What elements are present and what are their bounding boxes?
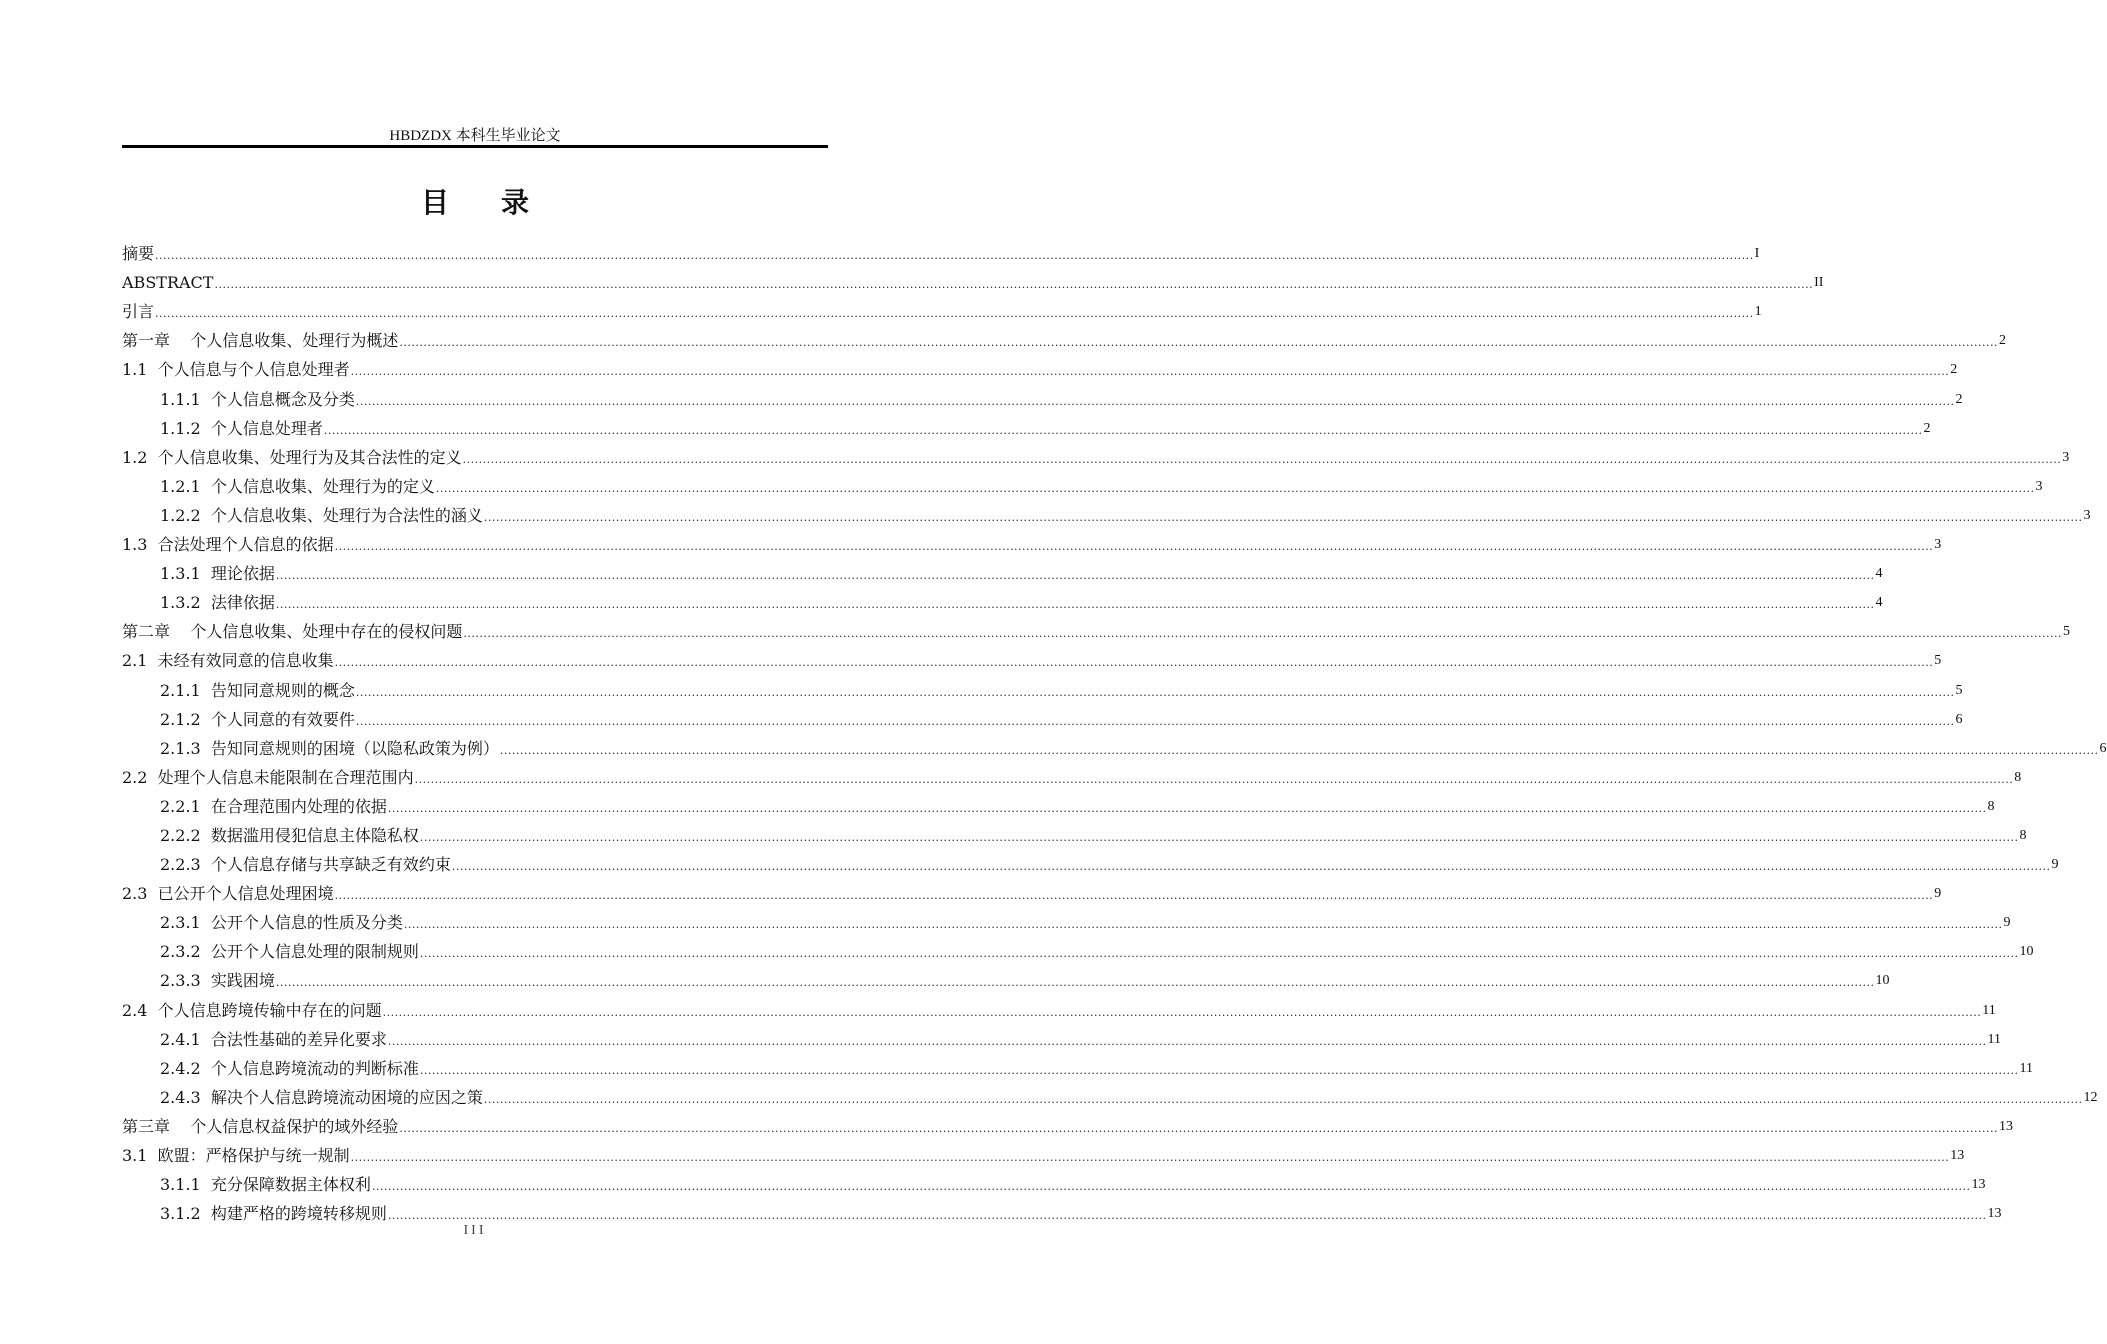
- toc-entry-label: 告知同意规则的概念: [210, 680, 355, 700]
- toc-entry-number: 2.2: [122, 767, 158, 787]
- toc-entry[interactable]: [122, 762, 2022, 791]
- toc-entry-label: 个人信息跨境流动的判断标准: [210, 1058, 419, 1078]
- toc-entry-label: ABSTRACT: [122, 273, 214, 293]
- toc-entry-label: 个人信息处理者: [210, 418, 323, 438]
- toc-entry[interactable]: [122, 616, 2071, 645]
- toc-entry-label: 合法处理个人信息的依据: [157, 535, 334, 555]
- toc-entry-number: 1.3.2: [160, 593, 211, 613]
- toc-entry-number: 1.1.1: [160, 389, 211, 409]
- toc-dot-leader: ................................................................................................................................................................................................................................................................................................................................................................................................................: [451, 860, 2051, 874]
- toc-entry-page: 8: [2014, 769, 2022, 785]
- toc-entry[interactable]: [122, 1053, 2034, 1082]
- toc-entry-number: 2.3: [122, 884, 158, 904]
- toc-dot-leader: ................................................................................................................................................................................................................................................................................................................................................................................................................: [399, 1121, 1999, 1135]
- toc-entry-number: 3.1.1: [160, 1175, 211, 1195]
- toc-entry-label: 公开个人信息的性质及分类: [210, 913, 403, 933]
- toc-entry-page: 2: [1955, 391, 1963, 407]
- toc-entry-label: 充分保障数据主体权利: [210, 1175, 371, 1195]
- toc-entry-page: 3: [2083, 507, 2091, 523]
- toc-entry-number: 1.2.1: [160, 476, 211, 496]
- toc-entry-label: 个人信息跨境传输中存在的问题: [157, 1000, 382, 1020]
- toc-entry-page: 4: [1875, 566, 1883, 582]
- toc-entry-page: 3: [1934, 537, 1942, 553]
- toc-dot-leader: ................................................................................................................................................................................................................................................................................................................................................................................................................: [334, 540, 1934, 554]
- toc-entry[interactable]: [122, 529, 1942, 558]
- toc-entry-label: 个人同意的有效要件: [210, 709, 355, 729]
- toc-entry-page: 2: [1923, 420, 1931, 436]
- toc-entry-page: 9: [1934, 886, 1942, 902]
- toc-entry-label: 个人信息收集、处理行为的定义: [210, 476, 435, 496]
- toc-entry-label: 个人信息权益保护的域外经验: [190, 1116, 399, 1136]
- toc-entry[interactable]: [122, 907, 2011, 936]
- toc-entry[interactable]: [122, 849, 2059, 878]
- page-number: III: [463, 1223, 487, 1238]
- toc-entry-number: 第一章: [122, 331, 191, 351]
- toc-dot-leader: ................................................................................................................................................................................................................................................................................................................................................................................................................: [483, 510, 2083, 524]
- toc-entry-number: 2.4.2: [160, 1058, 211, 1078]
- toc-dot-leader: ................................................................................................................................................................................................................................................................................................................................................................................................................: [214, 278, 1814, 292]
- toc-entry-number: 2.4.3: [160, 1087, 211, 1107]
- toc-entry-label: 法律依据: [210, 593, 275, 613]
- toc-entry-number: 1.2: [122, 447, 158, 467]
- toc-entry-page: 9: [2003, 915, 2011, 931]
- toc-entry[interactable]: [122, 1024, 2002, 1053]
- toc-entry-label: 个人信息概念及分类: [210, 389, 355, 409]
- toc-entry-label: 构建严格的跨境转移规则: [210, 1204, 387, 1224]
- toc-dot-leader: ................................................................................................................................................................................................................................................................................................................................................................................................................: [371, 1180, 1971, 1194]
- toc-entry-label: 理论依据: [210, 564, 275, 584]
- toc-entry[interactable]: [122, 791, 1995, 820]
- toc-entry-number: 2.3.2: [160, 942, 211, 962]
- toc-entry-page: 2: [1950, 362, 1958, 378]
- toc-entry[interactable]: [122, 500, 2091, 529]
- toc-dot-leader: ................................................................................................................................................................................................................................................................................................................................................................................................................: [355, 685, 1955, 699]
- toc-entry-page: II: [1814, 275, 1824, 291]
- toc-entry-label: 数据滥用侵犯信息主体隐私权: [210, 825, 419, 845]
- toc-entry-label: 未经有效同意的信息收集: [157, 651, 334, 671]
- toc-entry-label: 公开个人信息处理的限制规则: [210, 942, 419, 962]
- toc-dot-leader: ................................................................................................................................................................................................................................................................................................................................................................................................................: [419, 947, 2019, 961]
- toc-entry-page: 8: [1987, 798, 1995, 814]
- toc-entry-page: I: [1754, 246, 1760, 262]
- toc-entry-page: 13: [1999, 1118, 2014, 1134]
- toc-entry[interactable]: [122, 383, 1963, 412]
- toc-entry[interactable]: [122, 413, 1931, 442]
- toc-entry-label: 解决个人信息跨境流动困境的应因之策: [210, 1087, 483, 1107]
- toc-entry-page: 6: [1955, 711, 1963, 727]
- toc-dot-leader: ................................................................................................................................................................................................................................................................................................................................................................................................................: [387, 1209, 1987, 1223]
- toc-entry-number: 3.1: [122, 1146, 158, 1165]
- toc-entry-number: 1.1: [122, 360, 158, 380]
- toc-dot-leader: ................................................................................................................................................................................................................................................................................................................................................................................................................: [155, 249, 1754, 263]
- toc-dot-leader: ................................................................................................................................................................................................................................................................................................................................................................................................................: [419, 1063, 2019, 1077]
- toc-entry-number: 2.1: [122, 651, 158, 671]
- toc-dot-leader: ................................................................................................................................................................................................................................................................................................................................................................................................................: [403, 918, 2003, 932]
- toc-entry-label: 个人信息收集、处理行为合法性的涵义: [210, 505, 483, 525]
- toc-entry-label: 摘要: [122, 244, 155, 264]
- toc-entry[interactable]: [122, 936, 2034, 965]
- toc-dot-leader: ................................................................................................................................................................................................................................................................................................................................................................................................................: [155, 307, 1754, 321]
- toc-dot-leader: ................................................................................................................................................................................................................................................................................................................................................................................................................: [414, 772, 2014, 786]
- toc-entry-label: 实践困境: [210, 971, 275, 991]
- toc-dot-leader: ................................................................................................................................................................................................................................................................................................................................................................................................................: [350, 365, 1950, 379]
- toc-entry-number: 第二章: [122, 622, 191, 642]
- toc-entry-number: 1.3.1: [160, 564, 211, 584]
- toc-entry[interactable]: [122, 354, 1958, 383]
- toc-entry-page: 9: [2051, 857, 2059, 873]
- toc-dot-leader: ................................................................................................................................................................................................................................................................................................................................................................................................................: [435, 481, 2035, 495]
- toc-entry-number: 2.4.1: [160, 1029, 211, 1049]
- toc-entry-label: 个人信息存储与共享缺乏有效约束: [210, 855, 451, 875]
- toc-entry-page: 11: [1982, 1002, 1996, 1018]
- toc-dot-leader: ................................................................................................................................................................................................................................................................................................................................................................................................................: [499, 743, 2099, 757]
- toc-entry-label: 已公开个人信息处理困境: [157, 884, 334, 904]
- page-header: HBDZDX 本科生毕业论文: [389, 128, 561, 144]
- toc-entry-number: 2.1.1: [160, 680, 211, 700]
- toc-entry-number: 1.3: [122, 535, 158, 555]
- toc-entry[interactable]: [122, 558, 1883, 587]
- toc-entry-page: 4: [1875, 595, 1883, 611]
- toc-dot-leader: ................................................................................................................................................................................................................................................................................................................................................................................................................: [275, 569, 1875, 583]
- toc-entry[interactable]: [122, 1140, 1965, 1169]
- toc-dot-leader: ................................................................................................................................................................................................................................................................................................................................................................................................................: [350, 1151, 1950, 1164]
- toc-dot-leader: ................................................................................................................................................................................................................................................................................................................................................................................................................: [387, 801, 1987, 815]
- toc-entry-number: 2.2.1: [160, 796, 211, 816]
- toc-entry[interactable]: [122, 267, 1824, 296]
- toc-entry-page: 3: [2035, 478, 2043, 494]
- toc-entry[interactable]: [122, 878, 1942, 907]
- toc-entry-page: 12: [2083, 1089, 2098, 1105]
- toc-entry-label: 个人信息收集、处理行为概述: [190, 331, 399, 351]
- toc-entry-page: 13: [1950, 1148, 1965, 1163]
- toc-entry[interactable]: [122, 238, 1760, 267]
- toc-entry[interactable]: [122, 704, 1963, 733]
- toc-entry-label: 引言: [122, 302, 155, 322]
- toc-entry[interactable]: [122, 820, 2027, 849]
- toc-entry-number: 1.1.2: [160, 418, 211, 438]
- toc-entry[interactable]: [122, 733, 2107, 762]
- toc-entry-page: 13: [1971, 1177, 1986, 1193]
- toc-entry[interactable]: [122, 1082, 2098, 1111]
- toc-dot-leader: ................................................................................................................................................................................................................................................................................................................................................................................................................: [355, 394, 1955, 408]
- toc-dot-leader: ................................................................................................................................................................................................................................................................................................................................................................................................................: [382, 1005, 1982, 1019]
- toc-entry-label: 告知同意规则的困境（以隐私政策为例）: [210, 738, 499, 758]
- toc-entry-label: 个人信息收集、处理行为及其合法性的定义: [157, 447, 462, 467]
- toc-entry-page: 11: [2019, 1060, 2034, 1076]
- toc-dot-leader: ................................................................................................................................................................................................................................................................................................................................................................................................................: [483, 1092, 2083, 1106]
- toc-entry-label: 处理个人信息未能限制在合理范围内: [157, 767, 414, 787]
- toc-entry-page: 8: [2019, 827, 2027, 843]
- toc-entry-number: 2.4: [122, 1000, 158, 1020]
- toc-entry-page: 5: [1955, 682, 1963, 698]
- toc-entry-page: 11: [1987, 1031, 2002, 1047]
- toc-entry-page: 6: [2099, 740, 2107, 756]
- toc-entry[interactable]: [122, 1169, 1986, 1198]
- toc-entry[interactable]: [122, 965, 1890, 994]
- toc-dot-leader: ................................................................................................................................................................................................................................................................................................................................................................................................................: [399, 336, 1999, 350]
- page-title: 目录: [420, 186, 581, 219]
- toc-entry-page: 10: [2019, 944, 2034, 960]
- toc-entry-number: 1.2.2: [160, 505, 211, 525]
- toc-entry-label: 个人信息与个人信息处理者: [157, 360, 350, 380]
- toc-entry[interactable]: [122, 1111, 2014, 1140]
- toc-entry-number: 2.1.2: [160, 709, 211, 729]
- toc-dot-leader: ................................................................................................................................................................................................................................................................................................................................................................................................................: [334, 656, 1934, 670]
- toc-dot-leader: ................................................................................................................................................................................................................................................................................................................................................................................................................: [355, 714, 1955, 728]
- toc-entry-number: 2.3.3: [160, 971, 211, 991]
- toc-entry-page: 2: [1999, 333, 2007, 349]
- toc-entry-page: 3: [2062, 449, 2070, 465]
- toc-dot-leader: ................................................................................................................................................................................................................................................................................................................................................................................................................: [387, 1034, 1987, 1048]
- toc-entry-label: 欧盟：严格保护与统一规制: [157, 1146, 350, 1165]
- toc-entry-label: 合法性基础的差异化要求: [210, 1029, 387, 1049]
- toc-dot-leader: ................................................................................................................................................................................................................................................................................................................................................................................................................: [275, 598, 1875, 612]
- toc-dot-leader: ................................................................................................................................................................................................................................................................................................................................................................................................................: [323, 423, 1923, 437]
- toc-entry[interactable]: [122, 587, 1883, 616]
- toc-entry[interactable]: [122, 325, 2007, 354]
- toc-entry-page: 5: [1934, 653, 1942, 669]
- toc-dot-leader: ................................................................................................................................................................................................................................................................................................................................................................................................................: [463, 627, 2063, 641]
- toc-entry-number: 3.1.2: [160, 1204, 211, 1224]
- toc-entry-page: 1: [1754, 304, 1762, 320]
- toc-entry-number: 第三章: [122, 1116, 191, 1136]
- toc-entry-number: 2.1.3: [160, 738, 211, 758]
- table-of-contents: [122, 238, 2107, 1227]
- toc-entry-page: 10: [1875, 973, 1890, 989]
- toc-entry-number: 2.2.2: [160, 825, 211, 845]
- toc-entry-label: 个人信息收集、处理中存在的侵权问题: [190, 622, 463, 642]
- toc-entry-number: 2.3.1: [160, 913, 211, 933]
- toc-entry-page: 5: [2063, 624, 2071, 640]
- toc-entry[interactable]: [122, 645, 1942, 674]
- toc-entry-label: 在合理范围内处理的依据: [210, 796, 387, 816]
- toc-entry[interactable]: [122, 471, 2043, 500]
- toc-dot-leader: ................................................................................................................................................................................................................................................................................................................................................................................................................: [334, 889, 1934, 903]
- toc-entry-page: 13: [1987, 1206, 2002, 1222]
- toc-entry-number: 2.2.3: [160, 855, 211, 875]
- toc-dot-leader: ................................................................................................................................................................................................................................................................................................................................................................................................................: [462, 452, 2062, 466]
- toc-entry[interactable]: [122, 994, 1996, 1023]
- toc-entry[interactable]: [122, 296, 1762, 325]
- toc-entry[interactable]: [122, 442, 2070, 471]
- header-rule: [122, 145, 828, 148]
- toc-dot-leader: ................................................................................................................................................................................................................................................................................................................................................................................................................: [419, 830, 2019, 844]
- toc-dot-leader: ................................................................................................................................................................................................................................................................................................................................................................................................................: [275, 976, 1875, 990]
- toc-entry[interactable]: [122, 674, 1963, 703]
